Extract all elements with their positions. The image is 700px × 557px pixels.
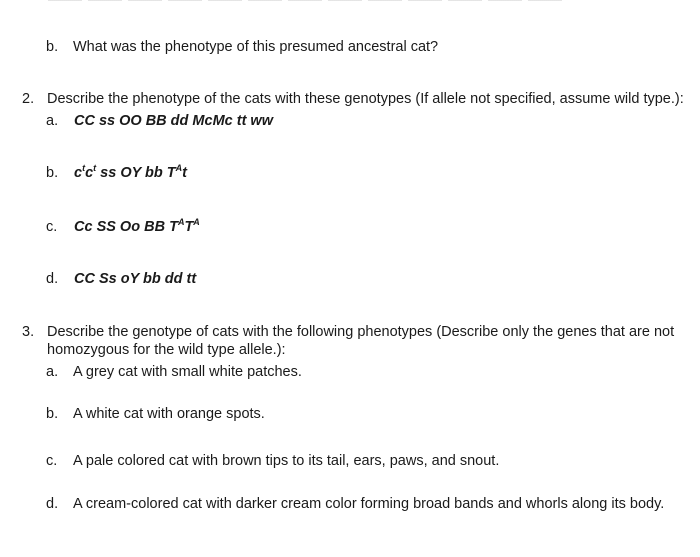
genotype-text: T (184, 219, 194, 235)
genotype-text: t (182, 165, 188, 181)
allele-c-base: c (85, 165, 94, 181)
q3-item-b-marker: b. (46, 406, 59, 422)
q2-item-c (46, 217, 200, 236)
q2-item-d (46, 270, 197, 288)
q2-item-b-genotype (74, 164, 187, 182)
q3-item-a (46, 363, 302, 381)
allele-c-base: c (74, 165, 83, 181)
clipped-previous-line (0, 0, 700, 5)
allele-superscript: A (177, 217, 185, 227)
q3-item-a-text: A grey cat with small white patches. (73, 364, 302, 380)
q3-item-d (46, 495, 665, 513)
allele-superscript: A (175, 163, 183, 173)
q3-item-d-marker: d. (46, 496, 59, 512)
q2-item-a-genotype: CC ss OO BB dd McMc tt ww (74, 113, 273, 129)
q3-prompt-line2: homozygous for the wild type allele.): (47, 342, 286, 358)
q3-prompt-line1: Describe the genotype of cats with the following phenotypes (Describe only the genes that are not (47, 324, 675, 340)
q2-item-d-marker: d. (46, 271, 59, 287)
q3-item-c (46, 452, 500, 470)
q2-prompt-text: Describe the phenotype of the cats with these genotypes (If allele not specified, assume wild type.): (47, 91, 684, 107)
allele-superscript: t (82, 163, 86, 173)
q3-number: 3. (22, 324, 35, 340)
q2-number: 2. (22, 91, 35, 107)
clipped-text-fragment (48, 0, 568, 1)
genotype-text: Cc SS Oo BB T (74, 219, 178, 235)
q2-item-b-marker: b. (46, 165, 59, 181)
q3-item-c-text: A pale colored cat with brown tips to its tail, ears, paws, and snout. (73, 453, 500, 469)
q2-item-c-genotype (74, 218, 200, 236)
q2-item-b (46, 163, 188, 182)
q3-prompt (22, 323, 675, 341)
q3-item-a-marker: a. (46, 364, 59, 380)
allele-superscript: A (193, 217, 200, 227)
q1-item-b (46, 38, 439, 56)
q3-item-c-marker: c. (46, 453, 58, 469)
allele-superscript: t (93, 163, 97, 173)
q1-item-b-text: What was the phenotype of this presumed ancestral cat? (73, 39, 439, 55)
q2-prompt (22, 90, 684, 108)
q2-item-c-marker: c. (46, 219, 58, 235)
q3-item-d-text: A cream-colored cat with darker cream color forming broad bands and whorls along its body. (73, 496, 665, 512)
q2-item-d-genotype: CC Ss oY bb dd tt (74, 271, 197, 287)
q1-item-b-marker: b. (46, 39, 59, 55)
q3-item-b (46, 405, 265, 423)
q3-item-b-text: A white cat with orange spots. (73, 406, 265, 422)
q2-item-a-marker: a. (46, 113, 59, 129)
genotype-text: ss OY bb T (96, 165, 176, 181)
q2-item-a (46, 112, 273, 130)
